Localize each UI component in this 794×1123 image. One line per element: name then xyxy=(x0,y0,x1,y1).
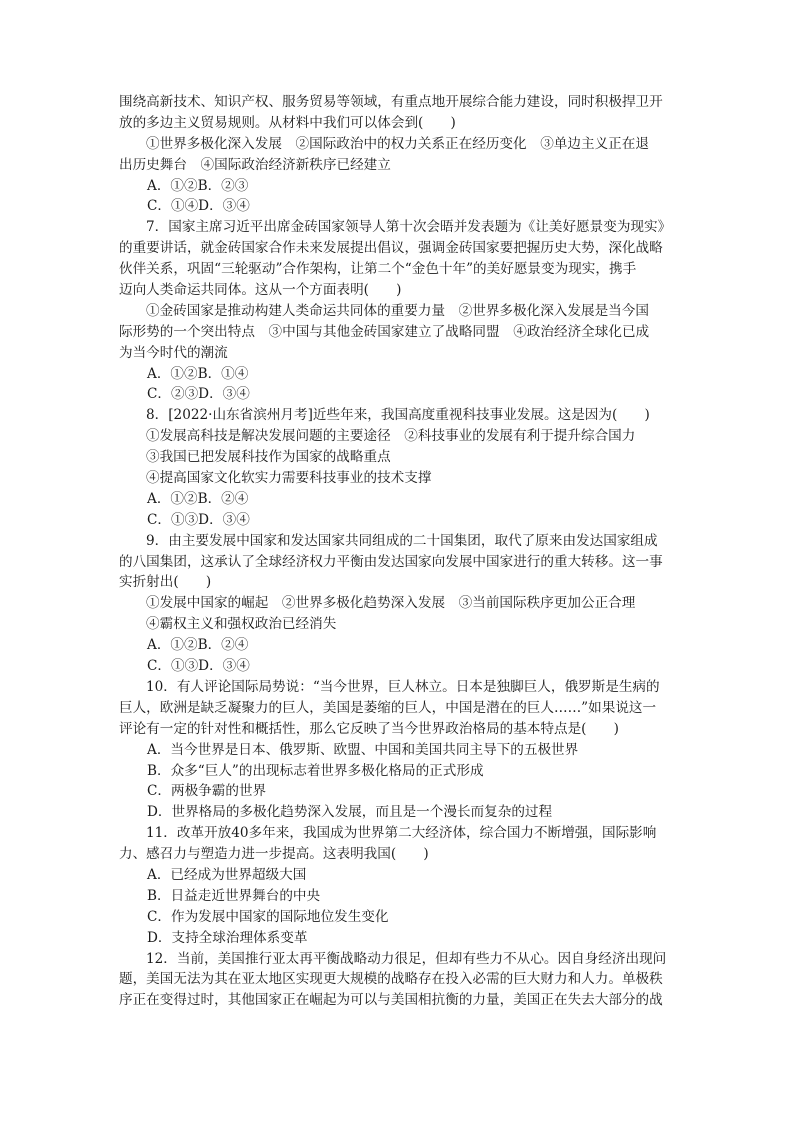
text-line: 伙伴关系，巩固“三轮驱动”合作架构，让第二个“金色十年”的美好愿景变为现实，携手 xyxy=(119,261,637,278)
text-line: A．当今世界是日本、俄罗斯、欧盟、中国和美国共同主导下的五极世界 xyxy=(147,741,579,758)
text-line: 的八国集团，这承认了全球经济权力平衡由发达国家向发展中国家进行的重大转移。这一事 xyxy=(119,553,663,570)
text-line: ①发展高科技是解决发展问题的主要途径 ②科技事业的发展有利于提升综合国力 xyxy=(146,428,636,445)
text-line: A．已经成为世界超级大国 xyxy=(147,866,307,883)
text-line: D．世界格局的多极化趋势深入发展，而且是一个漫长而复杂的过程 xyxy=(147,804,553,821)
text-line: 为当今时代的潮流 xyxy=(119,344,228,361)
text-line: 出历史舞台 ④国际政治经济新秩序已经建立 xyxy=(119,156,391,173)
text-line: C．作为发展中国家的国际地位发生变化 xyxy=(147,908,389,925)
text-line: ①世界多极化深入发展 ②国际政治中的权力关系正在经历变化 ③单边主义正在退 xyxy=(146,135,649,152)
text-line: C．①③D．③④ xyxy=(147,511,250,528)
text-line: ④霸权主义和强权政治已经消失 xyxy=(146,616,337,633)
document-body xyxy=(119,92,677,1011)
text-line: C．②③D．③④ xyxy=(147,386,250,403)
text-line: 12．当前，美国推行亚太再平衡战略动力很足，但却有些力不从心。因自身经济出现问 xyxy=(146,950,667,967)
text-line: C．两极争霸的世界 xyxy=(147,783,267,800)
text-line: 9．由主要发展中国家和发达国家共同组成的二十国集团，取代了原来由发达国家组成 xyxy=(146,532,658,549)
text-line: A．①②B．②④ xyxy=(147,637,249,654)
text-line: A．①②B．②③ xyxy=(147,177,249,194)
text-line: B．众多“巨人”的出现标志着世界多极化格局的正式形成 xyxy=(147,762,484,779)
text-line: 放的多边主义贸易规则。从材料中我们可以体会到( ) xyxy=(119,114,456,131)
text-line: 评论有一定的针对性和概括性，那么它反映了当今世界政治格局的基本特点是( ) xyxy=(119,720,619,737)
text-line: 围绕高新技术、知识产权、服务贸易等领域，有重点地开展综合能力建设，同时积极捍卫开 xyxy=(119,94,663,110)
text-line: 迈向人类命运共同体。这从一个方面表明( ) xyxy=(119,282,402,299)
text-line: 的重要讲话，就金砖国家合作未来发展提出倡议，强调金砖国家要把握历史大势，深化战略 xyxy=(119,240,663,257)
text-line: 际形势的一个突出特点 ③中国与其他金砖国家建立了战略同盟 ④政治经济全球化已成 xyxy=(119,323,650,340)
text-line: ①发展中国家的崛起 ②世界多极化趋势深入发展 ③当前国际秩序更加公正合理 xyxy=(146,595,636,612)
text-line: A．①②B．①④ xyxy=(147,365,249,382)
text-line: 8．[2022·山东省滨州月考]近些年来，我国高度重视科技事业发展。这是因为( ) xyxy=(146,407,650,424)
text-line: C．①③D．③④ xyxy=(147,658,250,675)
text-line: 序正在变得过时，其他国家正在崛起为可以与美国相抗衡的力量，美国正在失去大部分的战 xyxy=(119,992,663,1009)
text-line: 实折射出( ) xyxy=(119,574,212,591)
text-line: 10．有人评论国际局势说：“当今世界，巨人林立。日本是独脚巨人，俄罗斯是生病的 xyxy=(146,678,660,695)
text-line: 题，美国无法为其在亚太地区实现更大规模的战略存在投入必需的巨大财力和人力。单极秩 xyxy=(119,971,663,988)
text-line: C．①④D．③④ xyxy=(147,198,250,215)
text-line: ①金砖国家是推动构建人类命运共同体的重要力量 ②世界多极化深入发展是当今国 xyxy=(146,302,649,319)
text-line: 7．国家主席习近平出席金砖国家领导人第十次会晤并发表题为《让美好愿景变为现实》 xyxy=(146,219,672,236)
text-line: B．日益走近世界舞台的中央 xyxy=(147,887,321,904)
text-line: 11．改革开放40多年来，我国成为世界第二大经济体，综合国力不断增强，国际影响 xyxy=(146,825,657,842)
text-line: ③我国已把发展科技作为国家的战略重点 xyxy=(146,449,391,466)
text-line: ④提高国家文化软实力需要科技事业的技术支撑 xyxy=(146,470,432,487)
text-line: 巨人，欧洲是缺乏凝聚力的巨人，美国是萎缩的巨人，中国是潜在的巨人……”如果说这一 xyxy=(119,699,657,716)
text-line: A．①②B．②④ xyxy=(147,490,249,507)
text-line: 力、感召力与塑造力进一步提高。这表明我国( ) xyxy=(119,846,429,863)
text-line: D．支持全球治理体系变革 xyxy=(147,929,308,946)
